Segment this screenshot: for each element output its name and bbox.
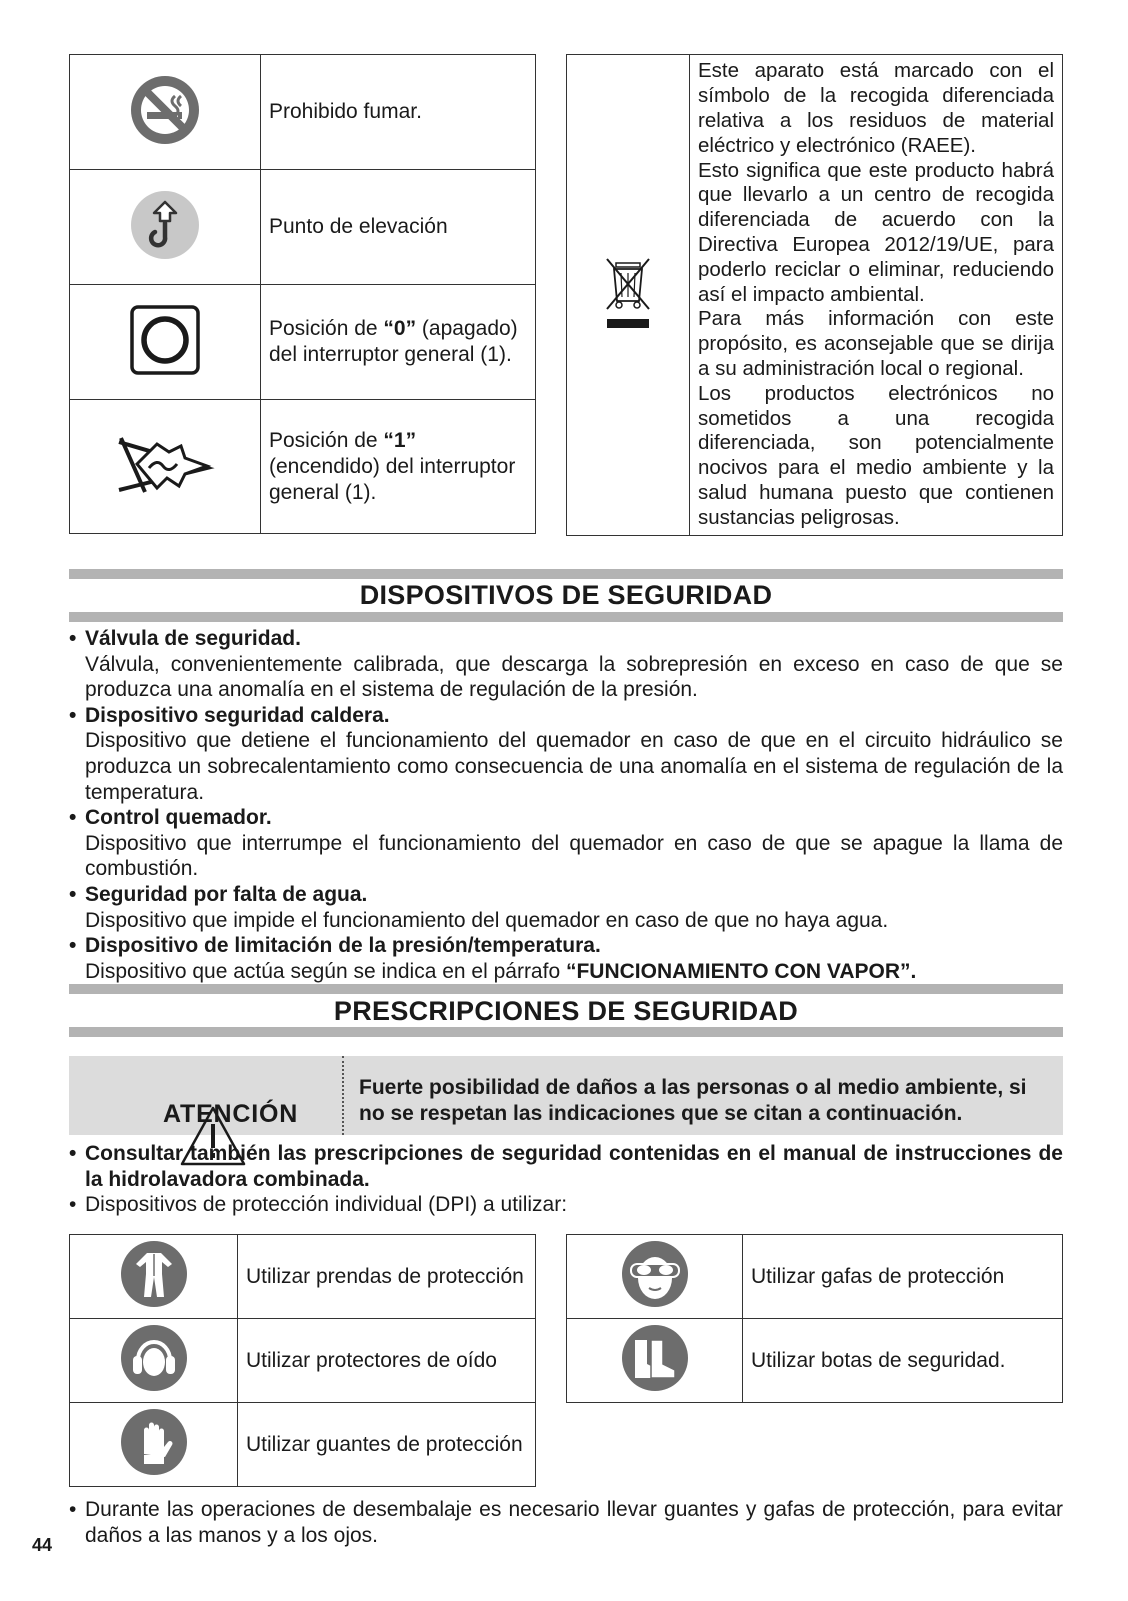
lifting-point-icon — [129, 248, 201, 265]
ear-protection-icon — [120, 1379, 188, 1396]
final-note-list — [69, 1497, 1063, 1548]
safety-glasses-icon — [621, 1295, 689, 1312]
symbol-row — [70, 285, 536, 400]
symbol-text: Punto de elevación — [261, 170, 536, 285]
section-band — [69, 984, 1063, 994]
section-band — [69, 1027, 1063, 1037]
prescriptions-list — [69, 1141, 1063, 1218]
warning-box — [69, 1056, 1063, 1135]
list-item: • Consultar también las prescripciones de seguridad contenidas en el manual de instrucciones de la hidrolavadora combinada. — [69, 1142, 1063, 1191]
weee-table — [566, 54, 1063, 536]
list-item: • Válvula de seguridad. Válvula, convenientemente calibrada, que descarga la sobrepresión en exceso en caso de que se produzca una anomalía en el sistema de regulación de la presión. — [69, 627, 1063, 702]
ppe-table-left — [69, 1234, 536, 1487]
symbol-text: Posición de “0” (apagado) del interruptor general (1). — [261, 285, 536, 400]
page-number: 44 — [32, 1535, 53, 1555]
switch-off-icon — [129, 363, 201, 380]
list-item: • Dispositivos de protección individual (DPI) a utilizar: — [69, 1193, 568, 1217]
weee-text — [690, 55, 1063, 536]
warning-text: Fuerte posibilidad de daños a las personas o al medio ambiente, si no se respetan las indicaciones que se citan a continuación. — [359, 1076, 1027, 1125]
section-title: PRESCRIPCIONES DE SEGURIDAD — [333, 996, 799, 1026]
protective-clothing-icon — [120, 1295, 188, 1312]
symbol-row — [70, 170, 536, 285]
ppe-table-right — [566, 1234, 1063, 1403]
symbols-table — [69, 54, 536, 534]
weee-paragraph: Este aparato está marcado con el símbolo de la recogida diferenciada relativa a los residuos de material eléctrico y electrónico (RAEE). — [698, 59, 1054, 157]
section-title: DISPOSITIVOS DE SEGURIDAD — [359, 580, 773, 610]
list-item: • Dispositivo de limitación de la presión/temperatura. Dispositivo que actúa según se indica en el párrafo “FUNCIONAMIENTO CON VAPOR”. — [69, 934, 917, 983]
weee-paragraph: Para más información con este propósito, es aconsejable que se dirija a su administración local o regional. — [698, 307, 1054, 380]
ppe-text: Utilizar prendas de protección — [238, 1235, 536, 1319]
switch-on-icon — [109, 487, 221, 504]
ppe-text: Utilizar gafas de protección — [743, 1235, 1063, 1319]
warning-label: ATENCIÓN — [163, 1100, 299, 1128]
symbol-row — [70, 400, 536, 534]
ppe-row — [70, 1235, 536, 1319]
ppe-row — [70, 1319, 536, 1403]
ppe-text: Utilizar guantes de protección — [238, 1403, 536, 1487]
list-item: • Durante las operaciones de desembalaje es necesario llevar guantes y gafas de protección, para evitar daños a las manos y a los ojos. — [69, 1498, 1063, 1547]
list-item: • Seguridad por falta de agua. Dispositivo que impide el funcionamiento del quemador en caso de que no haya agua. — [69, 882, 889, 932]
list-item: • Control quemador. Dispositivo que interrumpe el funcionamiento del quemador en caso de que se apague la llama de combustión. — [69, 806, 1063, 881]
weee-paragraph: Esto significa que este producto habrá que llevarlo a un centro de recogida diferenciada de acuerdo con la Directiva Europea 2012/19/UE, para poderlo reciclar o eliminar, reduciendo así el impacto ambiental. — [698, 158, 1054, 306]
symbol-text: Prohibido fumar. — [261, 55, 536, 170]
safety-devices-list — [69, 626, 1063, 984]
symbol-row — [70, 55, 536, 170]
safety-boots-icon — [621, 1379, 689, 1396]
section-band — [69, 569, 1063, 579]
section-band — [69, 612, 1063, 622]
weee-paragraph: Los productos electrónicos no sometidos a una recogida diferenciada, son potencialmente nocivos para el medio ambiente y la salud humana puesto que contienen sustancias peligrosas. — [698, 381, 1054, 529]
divider — [342, 1056, 344, 1135]
list-item: • Dispositivo seguridad caldera. Dispositivo que detiene el funcionamiento del quemador en caso de que en el circuito hidráulico se produzca un sobrecalentamiento como consecuencia de una anomalía en el sistema de regulación de la temperatura. — [69, 703, 1063, 804]
ppe-text: Utilizar botas de seguridad. — [743, 1319, 1063, 1403]
crossed-bin-icon — [603, 318, 653, 335]
protective-gloves-icon — [120, 1463, 188, 1480]
no-smoking-icon — [129, 133, 201, 150]
ppe-text: Utilizar protectores de oído — [238, 1319, 536, 1403]
symbol-text: Posición de “1” (encendido) del interruptor general (1). — [261, 400, 536, 534]
ppe-row — [567, 1235, 1063, 1319]
ppe-row — [567, 1319, 1063, 1403]
ppe-row — [70, 1403, 536, 1487]
